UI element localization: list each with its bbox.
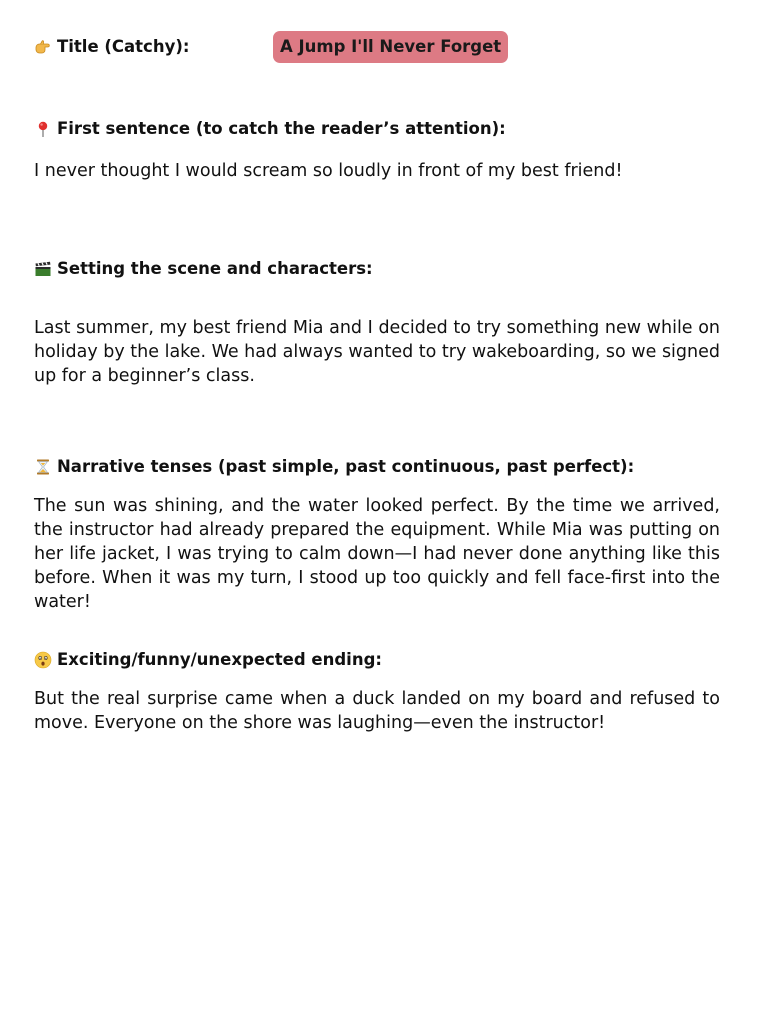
astonished-face-icon <box>34 651 52 669</box>
section-heading-label: Narrative tenses (past simple, past continuous, past perfect): <box>57 457 635 476</box>
section-heading-narrative-tenses <box>34 456 720 478</box>
section-heading-first-sentence <box>34 118 720 140</box>
hourglass-icon <box>34 458 52 476</box>
section-heading-label: Exciting/funny/unexpected ending: <box>57 650 382 669</box>
title-value-badge: A Jump I'll Never Forget <box>273 31 508 63</box>
section-body-narrative-tenses: The sun was shining, and the water looked perfect. By the time we arrived, the instructor had already prepared the equipment. While Mia was putting on her life jacket, I was trying to calm down—I had never done anything like this before. When it was my turn, I stood up too quickly and fell face-first into the water! <box>34 496 720 612</box>
pushpin-icon <box>34 120 52 138</box>
section-heading-label: First sentence (to catch the reader’s attention): <box>57 119 506 138</box>
title-label: Title (Catchy): <box>57 37 190 56</box>
section-body-first-sentence: I never thought I would scream so loudly in front of my best friend! <box>34 161 623 181</box>
clapperboard-icon <box>34 260 52 278</box>
section-body-setting-scene: Last summer, my best friend Mia and I decided to try something new while on holiday by the lake. We had always wanted to try wakeboarding, so we signed up for a beginner’s class. <box>34 318 720 386</box>
section-heading-ending <box>34 649 720 671</box>
section-body-ending: But the real surprise came when a duck landed on my board and refused to move. Everyone on the shore was laughing—even the instructor! <box>34 689 720 733</box>
section-heading-setting-scene <box>34 258 720 280</box>
section-heading-label: Setting the scene and characters: <box>57 259 373 278</box>
pointing-hand-icon <box>34 38 52 56</box>
